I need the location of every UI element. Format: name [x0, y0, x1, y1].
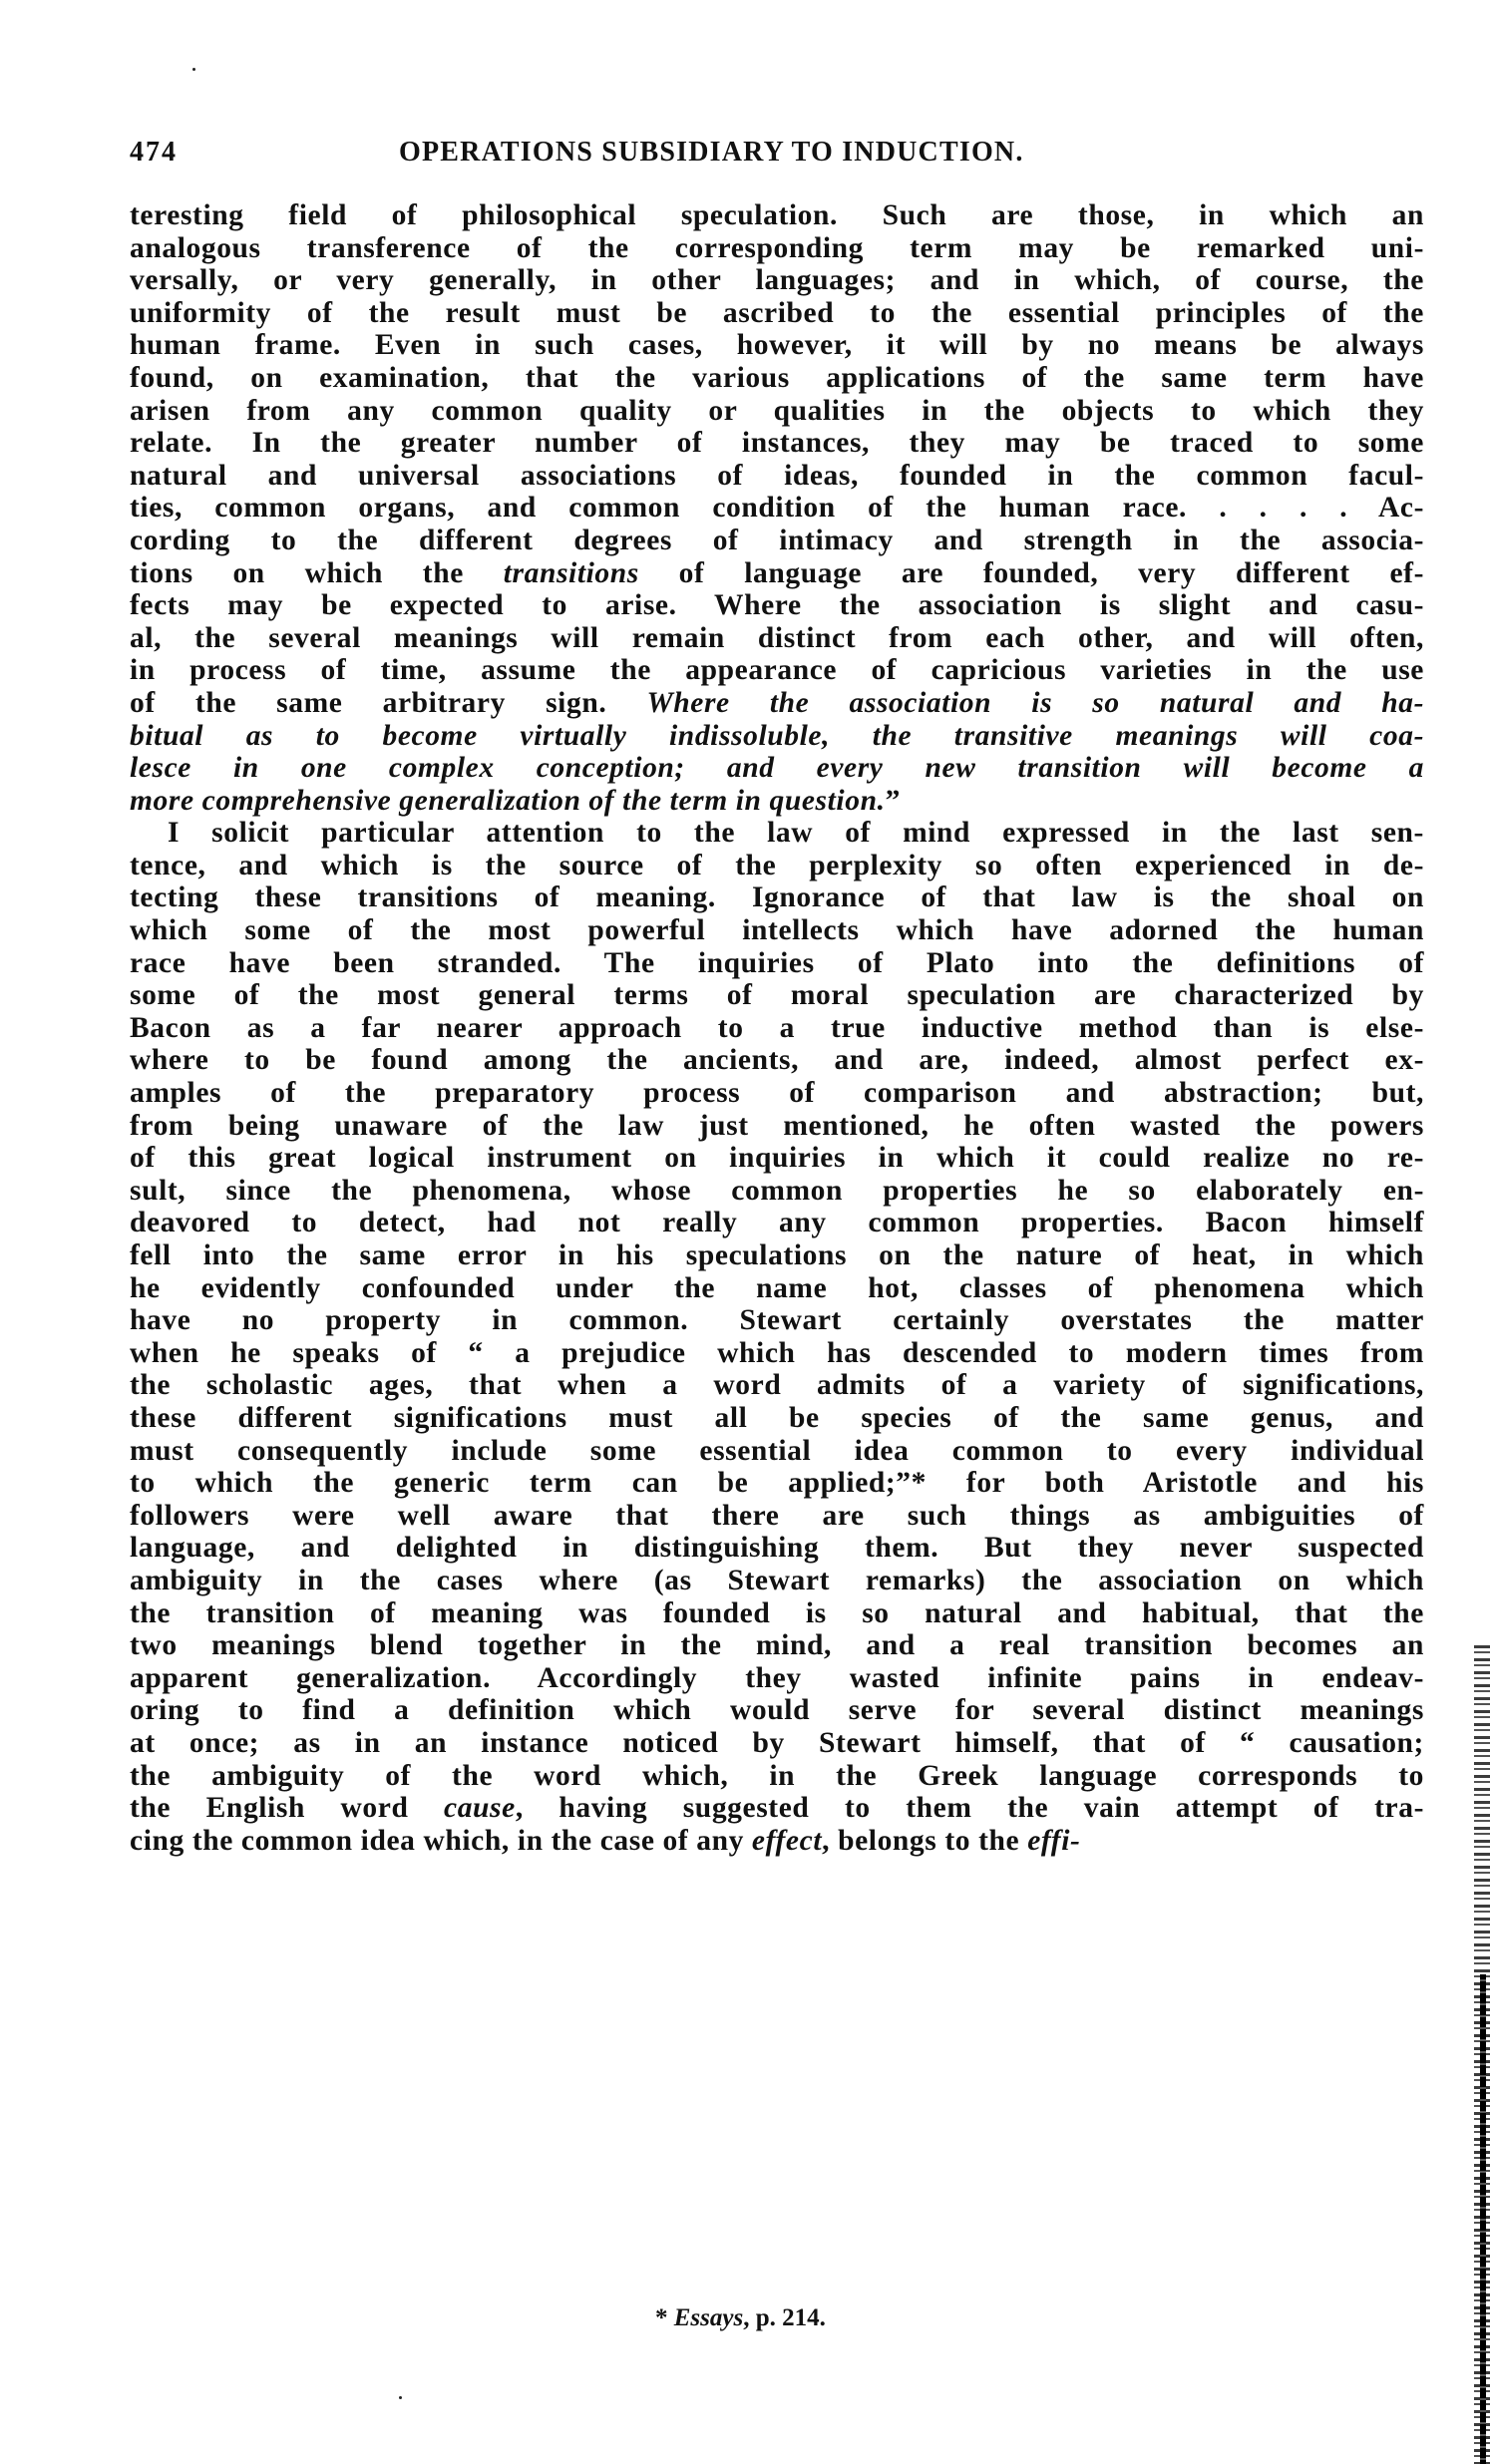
running-head-title: OPERATIONS SUBSIDIARY TO INDUCTION. [399, 137, 1024, 168]
text-line [130, 850, 1424, 882]
text-line [130, 1044, 1424, 1077]
text-run: ambiguity in the cases where (as Stewart remarks) the association on which [130, 1564, 1424, 1596]
text-run: some of the most general terms of moral speculation are characterized by [130, 979, 1424, 1012]
text-line [130, 1369, 1424, 1402]
text-line [130, 979, 1424, 1012]
text-line [130, 687, 1424, 720]
text-line [130, 1727, 1424, 1760]
text-run: oring to find a definition which would serve for several distinct meanings [130, 1694, 1424, 1727]
text-run: cording to the different degrees of intimacy and strength in the associa- [130, 524, 1424, 556]
text-line [130, 1467, 1424, 1500]
text-line [130, 881, 1424, 914]
text-line [130, 1110, 1424, 1143]
text-line [130, 1597, 1424, 1630]
text-run: these different significations must all be species of the same genus, and [130, 1401, 1424, 1434]
text-run: two meanings blend together in the mind, and a real transition becomes an [130, 1629, 1424, 1662]
text-run: he evidently confounded under the name hot, classes of phenomena which [130, 1271, 1424, 1304]
scan-speck [192, 68, 195, 71]
paragraph [130, 199, 1424, 817]
text-run: followers were well aware that there are such things as ambiguities of [130, 1499, 1424, 1532]
text-line [130, 589, 1424, 622]
text-line [130, 329, 1424, 362]
italic-text: transitions [503, 556, 639, 589]
text-line [130, 1694, 1424, 1727]
running-head [130, 138, 1424, 168]
text-run: the ambiguity of the word which, in the Greek language corresponds to [130, 1759, 1424, 1792]
text-run: where to be found among the ancients, and are, indeed, almost perfect ex- [130, 1044, 1424, 1077]
text-run: found, on examination, that the various applications of the same term have [130, 361, 1424, 394]
text-line [130, 914, 1424, 947]
text-line [130, 1239, 1424, 1272]
page-number: 474 [130, 137, 178, 168]
text-line [130, 557, 1424, 590]
text-line [130, 1272, 1424, 1305]
footnote-reference: , p. 214. [743, 2304, 826, 2331]
text-run: deavored to detect, had not really any common properties. Bacon himself [130, 1207, 1424, 1239]
text-line [130, 264, 1424, 297]
footnote-marker: * [655, 2304, 674, 2331]
text-run: ” [885, 784, 901, 817]
italic-text: effi- [1027, 1824, 1081, 1857]
text-line [130, 1532, 1424, 1565]
text-run: the English word [130, 1792, 444, 1825]
text-run: versally, or very generally, in other languages; and in which, of course, the [130, 264, 1424, 297]
text-line [130, 1825, 1424, 1858]
text-run: sult, since the phenomena, whose common properties he so elaborately en- [130, 1174, 1424, 1207]
text-run: human frame. Even in such cases, however, it will by no means be always [130, 329, 1424, 362]
text-line [130, 1565, 1424, 1597]
text-run: , having suggested to them the vain attempt of tra- [515, 1792, 1424, 1825]
footnote [655, 2303, 826, 2333]
text-run: when he speaks of “ a prejudice which has descended to modern times from [130, 1336, 1424, 1369]
text-line [130, 1077, 1424, 1110]
text-line [130, 1207, 1424, 1239]
text-line [130, 362, 1424, 395]
text-run: relate. In the greater number of instances, they may be traced to some [130, 427, 1424, 460]
text-run: I solicit particular attention to the law of mind expressed in the last sen- [168, 817, 1424, 850]
text-line [130, 1175, 1424, 1208]
text-run: the transition of meaning was founded is so natural and habitual, that the [130, 1596, 1424, 1629]
text-run: al, the several meanings will remain distinct from each other, and will often, [130, 621, 1424, 654]
text-run: from being unaware of the law just mentioned, he often wasted the powers [130, 1109, 1424, 1142]
text-run: fell into the same error in his speculations on the nature of heat, in which [130, 1239, 1424, 1271]
text-line [130, 1629, 1424, 1662]
text-run: , belongs to the [822, 1824, 1028, 1857]
text-line [130, 654, 1424, 687]
text-run: arisen from any common quality or qualities in the objects to which they [130, 394, 1424, 427]
text-line [130, 525, 1424, 557]
italic-text: effect [751, 1824, 823, 1857]
text-line [130, 395, 1424, 428]
text-run: tions on which the [130, 556, 504, 589]
text-line [130, 752, 1424, 785]
text-run: of language are founded, very different ef- [638, 556, 1424, 589]
text-line [130, 460, 1424, 493]
text-line [130, 492, 1424, 525]
paragraph [130, 817, 1424, 1857]
italic-text: bitual as to become virtually indissoluble, the transitive meanings will coa- [130, 719, 1424, 752]
text-run: to which the generic term can be applied;”* for both Aristotle and his [130, 1467, 1424, 1500]
scan-speck [399, 2396, 402, 2399]
text-line [130, 947, 1424, 980]
text-line [130, 1792, 1424, 1825]
text-line [130, 1500, 1424, 1533]
text-line [130, 817, 1424, 850]
text-run: which some of the most powerful intellects which have adorned the human [130, 914, 1424, 947]
text-run: apparent generalization. Accordingly they wasted infinite pains in endeav- [130, 1661, 1424, 1694]
text-run: uniformity of the result must be ascribed to the essential principles of the [130, 296, 1424, 329]
italic-text: cause [444, 1792, 516, 1825]
italic-text: lesce in one complex conception; and every new transition will become a [130, 752, 1424, 785]
text-run: Bacon as a far nearer approach to a true inductive method than is else- [130, 1011, 1424, 1044]
text-run: language, and delighted in distinguishing them. But they never suspected [130, 1532, 1424, 1565]
body-text [130, 199, 1424, 1857]
text-run: at once; as in an instance noticed by Stewart himself, that of “ causation; [130, 1726, 1424, 1759]
text-line [130, 232, 1424, 265]
text-line [130, 1012, 1424, 1045]
text-run: of the same arbitrary sign. [130, 686, 647, 719]
text-run: natural and universal associations of ideas, founded in the common facul- [130, 459, 1424, 492]
text-line [130, 785, 1424, 818]
text-line [130, 1760, 1424, 1793]
text-line [130, 622, 1424, 655]
text-run: fects may be expected to arise. Where the association is slight and casu- [130, 589, 1424, 622]
text-run: amples of the preparatory process of comparison and abstraction; but, [130, 1077, 1424, 1110]
text-line [130, 1435, 1424, 1468]
footnote-title: Essays [673, 2304, 744, 2331]
text-line [130, 427, 1424, 460]
text-run: the scholastic ages, that when a word admits of a variety of significations, [130, 1369, 1424, 1402]
text-run: have no property in common. Stewart certainly overstates the matter [130, 1304, 1424, 1337]
italic-text: Where the association is so natural and ha- [646, 686, 1425, 719]
italic-text: more comprehensive generalization of the term in question. [130, 784, 886, 817]
text-run: tecting these transitions of meaning. Ignorance of that law is the shoal on [130, 881, 1424, 914]
text-run: analogous transference of the corresponding term may be remarked uni- [130, 231, 1424, 264]
text-run: ties, common organs, and common condition of the human race. . . . . Ac- [130, 492, 1424, 525]
scan-edge-artifact [1480, 1974, 1486, 2464]
text-run: in process of time, assume the appearance of capricious varieties in the use [130, 654, 1424, 687]
text-run: teresting field of philosophical speculation. Such are those, in which an [130, 199, 1424, 231]
text-run: tence, and which is the source of the perplexity so often experienced in de- [130, 849, 1424, 881]
text-line [130, 720, 1424, 753]
text-run: must consequently include some essential idea common to every individual [130, 1434, 1424, 1467]
text-line [130, 1337, 1424, 1370]
text-run: race have been stranded. The inquiries of Plato into the definitions of [130, 946, 1424, 979]
text-line [130, 1402, 1424, 1435]
text-run: cing the common idea which, in the case of any [130, 1824, 752, 1857]
text-line [130, 1662, 1424, 1695]
text-line [130, 297, 1424, 330]
text-line [130, 199, 1424, 232]
text-line [130, 1304, 1424, 1337]
text-run: of this great logical instrument on inquiries in which it could realize no re- [130, 1142, 1424, 1175]
text-line [130, 1142, 1424, 1175]
